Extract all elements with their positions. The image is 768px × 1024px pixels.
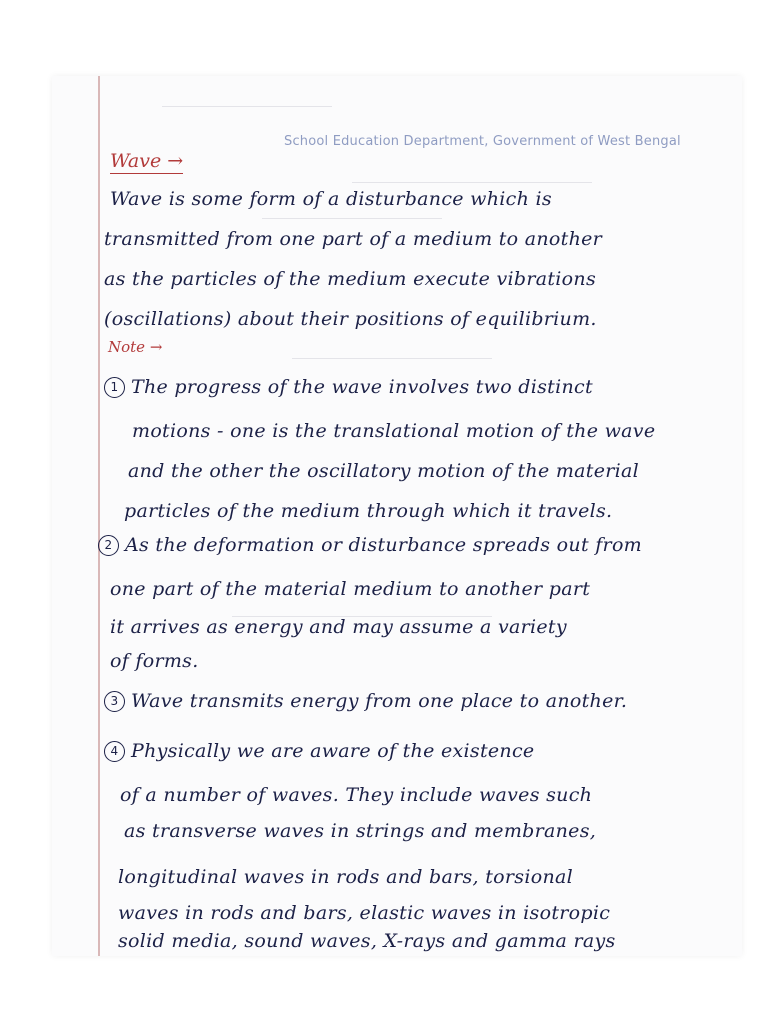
page-margin-line bbox=[98, 76, 100, 956]
point-2-text: As the deformation or disturbance spreads out from bbox=[125, 534, 642, 556]
heading-wave: Wave → bbox=[110, 150, 184, 172]
watermark-text: School Education Department, Government of West Bengal bbox=[284, 134, 681, 149]
point-2-line: of forms. bbox=[110, 650, 199, 672]
point-1-line: and the other the oscillatory motion of the material bbox=[128, 460, 640, 482]
point-number-badge: 3 bbox=[104, 691, 125, 712]
note-label: Note → bbox=[108, 338, 163, 356]
point-3-text: Wave transmits energy from one place to another. bbox=[131, 690, 628, 712]
point-2-line: one part of the material medium to another part bbox=[110, 578, 591, 600]
point-number-badge: 1 bbox=[104, 377, 125, 398]
point-1-text: The progress of the wave involves two distinct bbox=[131, 376, 593, 398]
definition-line: (oscillations) about their positions of equilibrium. bbox=[104, 308, 597, 330]
point-2-line bbox=[98, 534, 642, 556]
definition-line: Wave is some form of a disturbance which is bbox=[110, 188, 552, 210]
point-4-line: waves in rods and bars, elastic waves in isotropic bbox=[118, 902, 611, 924]
point-number-badge: 2 bbox=[98, 535, 119, 556]
bleed-through-mark bbox=[352, 172, 592, 183]
point-4-text: Physically we are aware of the existence bbox=[131, 740, 535, 762]
notebook-page bbox=[52, 76, 742, 956]
point-4-line: solid media, sound waves, X-rays and gamma rays bbox=[118, 930, 616, 952]
point-1-line: motions - one is the translational motion of the wave bbox=[132, 420, 656, 442]
bleed-through-mark bbox=[162, 94, 332, 107]
point-4-line: of a number of waves. They include waves such bbox=[120, 784, 593, 806]
point-2-line: it arrives as energy and may assume a variety bbox=[110, 616, 567, 638]
point-1-line: particles of the medium through which it travels. bbox=[124, 500, 613, 522]
point-number-badge: 4 bbox=[104, 741, 125, 762]
definition-line: transmitted from one part of a medium to another bbox=[104, 228, 603, 250]
point-4-line bbox=[104, 740, 534, 762]
point-4-line: longitudinal waves in rods and bars, torsional bbox=[118, 866, 574, 888]
point-4-line: as transverse waves in strings and membranes, bbox=[124, 820, 597, 842]
point-3-line bbox=[104, 690, 627, 712]
bleed-through-mark bbox=[292, 348, 492, 359]
point-1-line bbox=[104, 376, 593, 398]
definition-line: as the particles of the medium execute vibrations bbox=[104, 268, 596, 290]
